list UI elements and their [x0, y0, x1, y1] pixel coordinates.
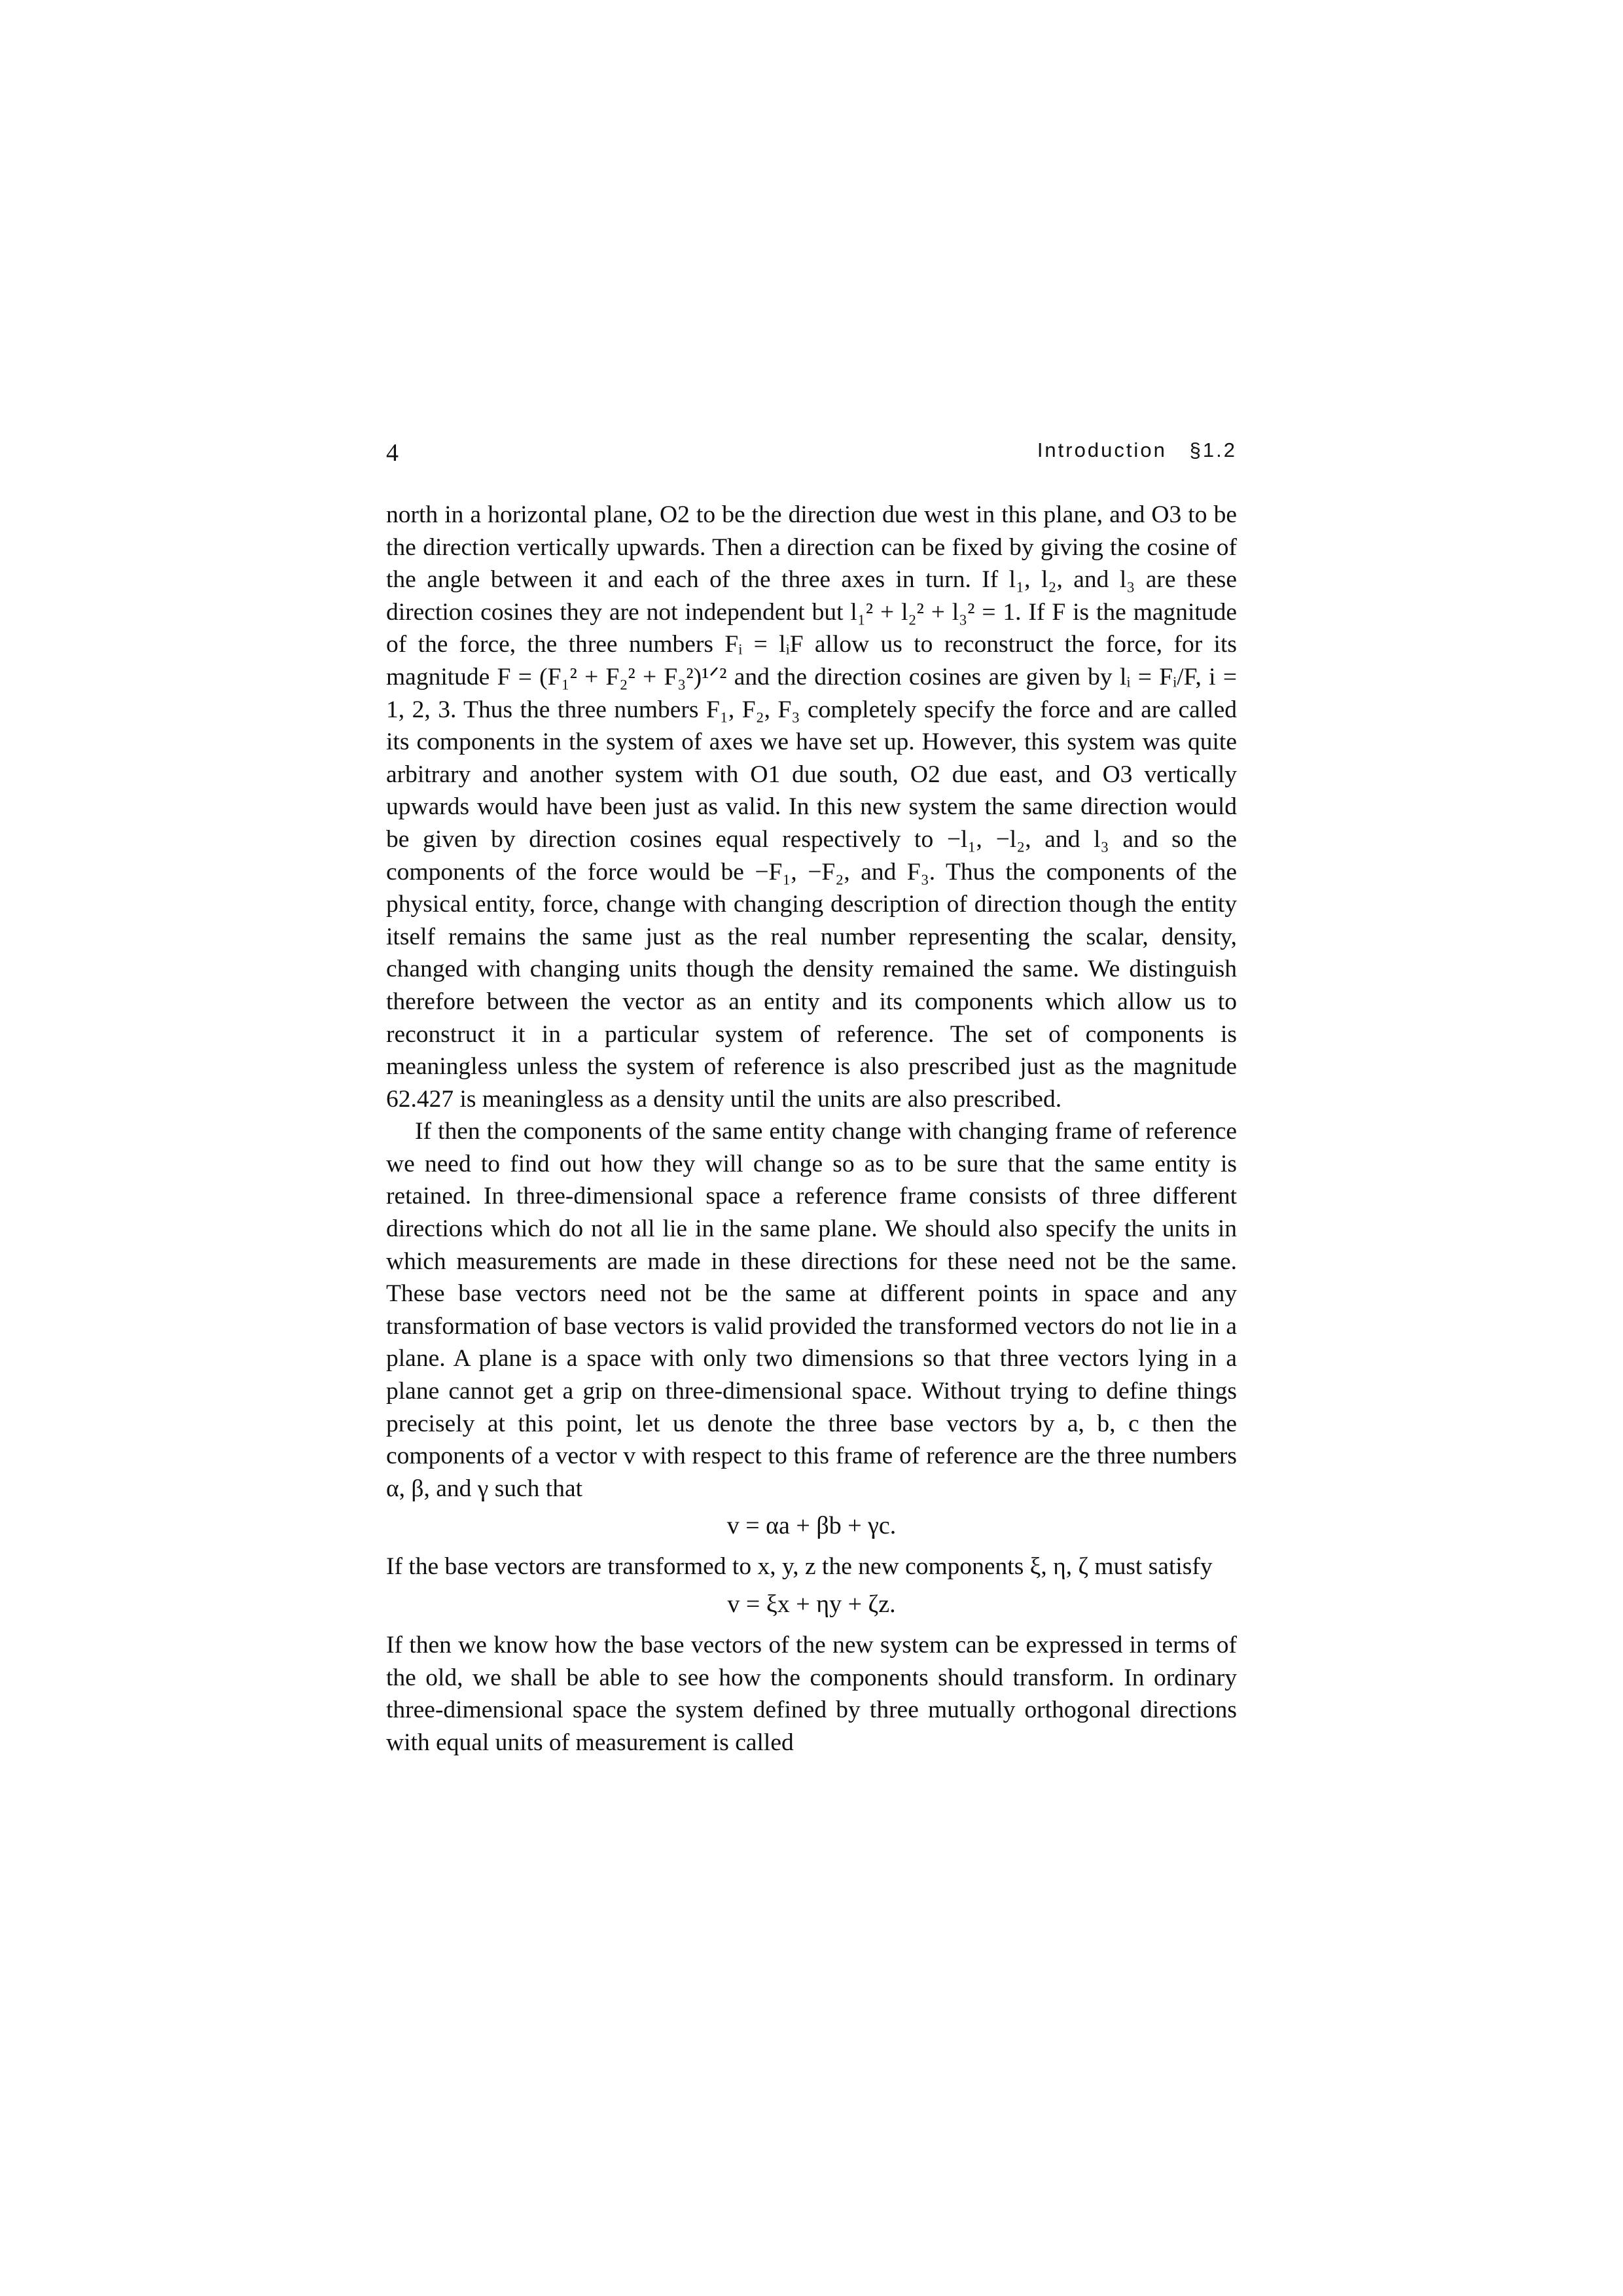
section-number: §1.2	[1189, 439, 1237, 461]
paragraph-1: north in a horizontal plane, O2 to be the direction due west in this plane, and O3 to be the direction vertically upwards. Then a direction can be fixed by giving the cosine of the angle between it and each of the three axes in turn. If l₁, l₂, and l₃ are these direction cosines they are not independent but l₁² + l₂² + l₃² = 1. If F is the magnitude of the force, the three numbers Fᵢ = lᵢF allow us to reconstruct the force, for its magnitude F = (F₁² + F₂² + F₃²)¹ᐟ² and the direction cosines are given by lᵢ = Fᵢ/F, i = 1, 2, 3. Thus the three numbers F₁, F₂, F₃ completely specify the force and are called its components in the system of axes we have set up. However, this system was quite arbitrary and another system with O1 due south, O2 due east, and O3 vertically upwards would have been just as valid. In this new system the same direction would be given by direction cosines equal respectively to −l₁, −l₂, and l₃ and so the components of the force would be −F₁, −F₂, and F₃. Thus the components of the physical entity, force, change with changing description of direction though the entity itself remains the same just as the real number representing the scalar, density, changed with changing units though the density remained the same. We distinguish therefore between the vector as an entity and its components which allow us to reconstruct it in a particular system of reference. The set of components is meaningless unless the system of reference is also prescribed just as the magnitude 62.427 is meaningless as a density until the units are also prescribed.	[386, 501, 1237, 1113]
paragraph-3: If the base vectors are transformed to x, y, z the new components ξ, η, ζ must satisfy	[386, 1553, 1213, 1581]
page-number: 4	[386, 439, 399, 467]
running-title	[1037, 439, 1237, 462]
equation-2: v = ξx + ηy + ζz.	[727, 1590, 896, 1618]
chapter-title: Introduction	[1037, 439, 1167, 461]
paragraph-2: If then the components of the same entity change with changing frame of reference we need to find out how they will change so as to be sure that the same entity is retained. In three-dimensional space a reference frame consists of three different directions which do not all lie in the same plane. We should also specify the units in which measurements are made in these directions for these need not be the same. These base vectors need not be the same at different points in space and any transformation of base vectors is valid provided the transformed vectors do not lie in a plane. A plane is a space with only two dimensions so that three vectors lying in a plane cannot get a grip on three-dimensional space. Without trying to define things precisely at this point, let us denote the three base vectors by a, b, c then the components of a vector v with respect to this frame of reference are the three numbers α, β, and γ such that	[386, 1118, 1237, 1502]
book-page	[386, 432, 1237, 1759]
running-head	[386, 432, 1237, 471]
equation-1: v = αa + βb + γc.	[726, 1512, 897, 1540]
paragraph-4: If then we know how the base vectors of the new system can be expressed in terms of the old, we shall be able to see how the components should transform. In ordinary three-dimensional space the system defined by three mutually orthogonal directions with equal units of measurement is called	[386, 1632, 1237, 1756]
body-text	[386, 499, 1237, 1759]
